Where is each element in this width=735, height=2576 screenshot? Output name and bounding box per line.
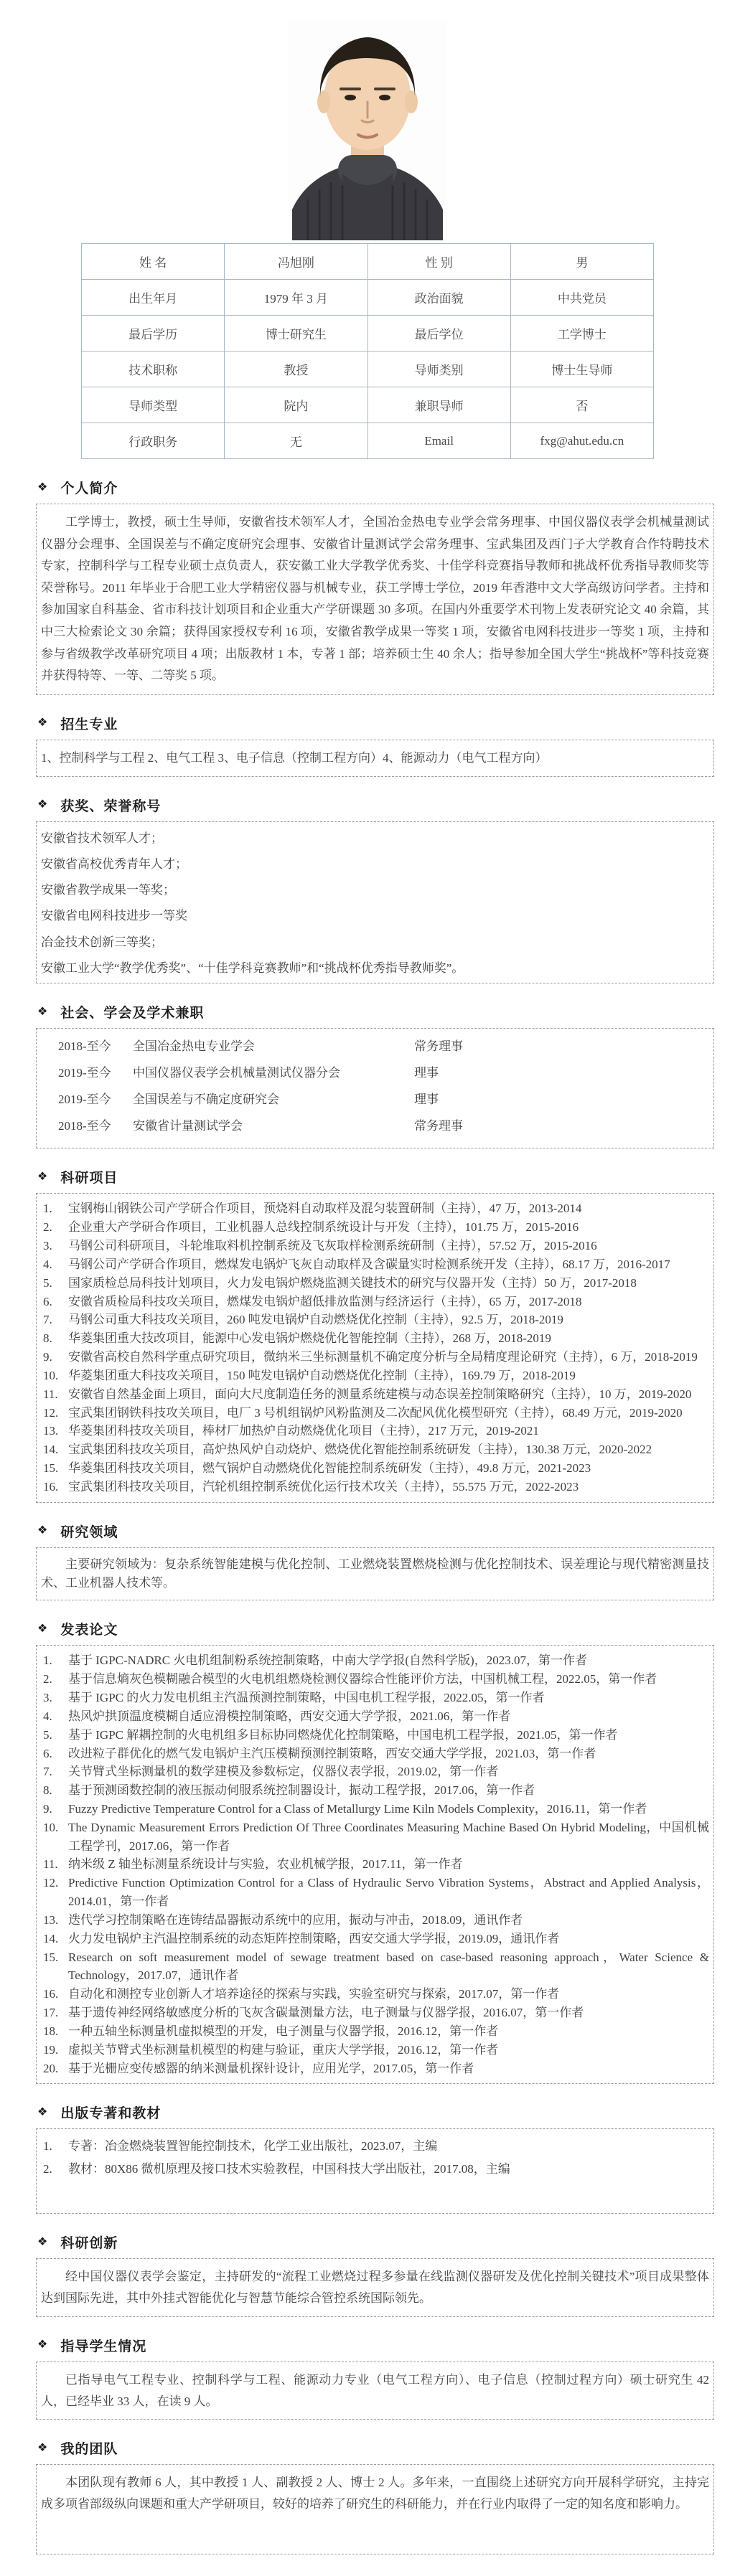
diamond-bullet-icon: ❖ [37,2339,48,2351]
info-value: 男 [510,244,653,280]
membership-row [41,1092,709,1108]
info-label: 导师类别 [368,352,510,387]
info-table-row [82,244,654,280]
info-table-row [82,280,654,316]
faculty-profile-page [0,22,735,2576]
list-item: 安徽省质检局科技攻关项目，燃煤发电锅炉超低排放监测与经济运行（主持），65 万，2017-2018 [68,1294,582,1308]
award-line: 安徽省电网科技进步一等奖 [41,909,187,923]
list-item: 基于预测函数控制的液压振动伺服系统控制器设计，振动工程学报，2017.06，第一作者 [68,1783,535,1798]
list-item: 华菱集团重大科技攻关项目，150 吨发电锅炉自动燃烧优化控制（主持），169.79 万，2018-2019 [68,1368,576,1382]
award-line: 安徽省教学成果一等奖； [41,883,175,897]
diamond-bullet-icon: ❖ [37,1170,48,1183]
section-paragraph: 工学博士，教授，硕士生导师，安徽省技术领军人才，全国冶金热电专业学会常务理事、中国仪器仪表学会机械量测试仪器分会理事、全国误差与不确定度研究会理事、安徽省计量测试学会常务理事、宝武集团及西门子大学教育合作特聘技术专家，控制科学与工程专业硕士点负责人，获安徽工业大学教学优秀奖、十佳学科竞赛指导教师和挑战杯优秀指导教师奖等荣誉称号。2011 年毕业于合肥工业大学精密仪器与机械专业，获工学博士学位，2019 年香港中文大学高级访问学者。主持和参加国家自科基金、省市科技计划项目和企业重大产学研课题 30 多项。在国内外重要学术刊物上发表研究论文 40 余篇，其中三大检索论文 30 余篇；获得国家授权专利 16 项，安徽省教学成果一等奖 1 项，安徽省电网科技进步一等奖 1 项，主持和参与省级教学改革研究项目 4 项；出版教材 1 本，专著 1 部；培养硕士生 40 余人；指导参加全国大学生“挑战杯”等科技竞赛并获得特等、一等、二等奖 5 项。 [41,515,709,683]
section-research-fields [0,1521,735,1601]
profile-photo [288,22,447,240]
numbered-list [41,1199,709,1496]
section-content-box [36,1193,714,1502]
diamond-bullet-icon: ❖ [37,1524,48,1537]
section-content-box [36,2464,714,2554]
info-value: 否 [510,387,653,423]
section-projects [0,1167,735,1502]
diamond-bullet-icon: ❖ [37,2235,48,2248]
section-memberships [0,1002,735,1148]
section-content-box [36,504,714,695]
section-paragraph: 已指导电气工程专业、控制科学与工程、能源动力专业（电气工程方向）、电子信息（控制过程方向）硕士研究生 42 人，已经毕业 33 人，在读 9 人。 [41,2372,709,2408]
membership-period: 2018-至今 [58,1039,111,1054]
section-publications [0,1619,735,2084]
list-item: Predictive Function Optimization Control for a Class of Hydraulic Servo Vibration Systems，Abstract and Applied Analysis，2014.01，第一作者 [68,1876,709,1909]
award-line: 冶金技术创新三等奖； [41,935,163,949]
section-content-box [36,1547,714,1601]
section-innovation [0,2232,735,2317]
section-title: 我的团队 [60,2442,118,2458]
info-label: 姓 名 [82,244,225,280]
list-item: 安徽省高校自然科学重点研究项目，微纳米三坐标测量机不确定度分析与全局精度理论研究（主持），6 万，2018-2019 [68,1350,698,1364]
award-line: 安徽省高校优秀青年人才； [41,857,187,871]
section-title: 研究领域 [60,1524,118,1540]
info-table-row [82,387,654,423]
section-title: 社会、学会及学术兼职 [60,1006,205,1022]
info-label: Email [368,423,510,459]
portrait-image [288,22,447,240]
bottom-whitespace [0,2554,735,2576]
list-item: 教材：80X86 微机原理及接口技术实验教程，中国科技大学出版社，2017.08，主编 [68,2161,510,2176]
list-item: 基于 IGPC 解耦控制的火电机组多目标协同燃烧优化控制策略，中国电机工程学报，2021.05，第一作者 [68,1727,618,1742]
section-header [37,1521,735,1541]
membership-row [41,1039,709,1055]
basic-info-table [81,243,654,459]
section-title: 招生专业 [60,717,118,732]
section-header [37,714,735,733]
info-label: 技术职称 [82,352,225,387]
list-item: 华菱集团科技攻关项目，燃气锅炉自动燃烧优化智能控制系统研发（主持），49.8 万元，2021-2023 [68,1461,591,1476]
list-item: The Dynamic Measurement Errors Prediction Of Three Coordinates Measuring Machine Based On Hybrid Modeling，中国机械工程学刊，2017.06，第一作者 [68,1820,709,1853]
membership-row [41,1065,709,1081]
section-header [37,2438,735,2458]
section-header [37,796,735,815]
section-header [37,2232,735,2252]
membership-period: 2018-至今 [58,1119,111,1133]
section-title: 科研创新 [60,2236,118,2252]
section-students [0,2336,735,2420]
membership-role: 理事 [414,1066,439,1080]
section-paragraph: 主要研究领域为：复杂系统智能建模与优化控制、工业燃烧装置燃烧检测与优化控制技术、误差理论与现代精密测量技术、工业机器人技术等。 [41,1557,709,1590]
section-title: 获奖、荣誉称号 [60,798,161,814]
info-table-row [82,316,654,352]
membership-organization: 中国仪器仪表学会机械量测试仪器分会 [133,1066,340,1080]
section-header [37,2103,735,2122]
info-value: fxg@ahut.edu.cn [510,423,653,459]
info-value: 1979 年 3 月 [225,280,368,316]
list-item: 虚拟关节臂式坐标测量机模型的构建与验证，重庆大学学报，2016.12，第一作者 [68,2042,499,2057]
section-title: 出版专著和教材 [60,2106,161,2122]
membership-period: 2019-至今 [58,1093,111,1107]
list-item: 自动化和测控专业创新人才培养途径的探索与实践，实验室研究与探索，2017.07，第一作者 [68,1987,560,2001]
section-paragraph: 本团队现有教师 6 人，其中教授 1 人、副教授 2 人、博士 2 人。多年来，一直围绕上述研究方向开展科学研究，主持完成多项省部级纵向课题和重大产学研项目，较好的培养了研究生的科研能力，并在行业内取得了一定的知名度和影响力。 [41,2476,709,2511]
sections-container [0,478,735,2554]
membership-organization: 全国冶金热电专业学会 [133,1039,255,1054]
list-item: 安徽省自然基金面上项目，面向大尺度制造任务的测量系统建模与动态误差控制策略研究（主持），10 万，2019-2020 [68,1387,692,1401]
list-item: 宝武集团科技攻关项目，高炉热风炉自动烧炉、燃烧优化智能控制系统研发（主持），130.38 万元，2020-2022 [68,1443,652,1457]
section-header [37,1002,735,1022]
info-label: 最后学位 [368,316,510,352]
info-value: 博士生导师 [510,352,653,387]
section-enrollment [0,714,735,777]
section-paragraph: 经中国仪器仪表学会鉴定，主持研发的“流程工业燃烧过程多参量在线监测仪器研发及优化控制关键技术”项目成果整体达到国际先进，其中外挂式智能优化与智慧节能综合管控系统国际领先。 [41,2270,709,2306]
list-item: 火力发电锅炉主汽温控制系统的动态矩阵控制策略，西安交通大学学报，2019.09，通讯作者 [68,1931,560,1945]
section-paragraph: 1、控制科学与工程 2、电气工程 3、电子信息（控制工程方向）4、能源动力（电气工程方向） [41,750,548,765]
info-value: 工学博士 [510,316,653,352]
list-item: 华菱集团重大技改项目，能源中心发电锅炉燃烧优化智能控制（主持），268 万，2018-2019 [68,1331,551,1346]
section-content-box [36,1645,714,2084]
info-label: 兼职导师 [368,387,510,423]
diamond-bullet-icon: ❖ [37,2105,48,2118]
list-item: 改进粒子群优化的燃气发电锅炉主汽压模糊预测控制策略，西安交通大学学报，2021.03，第一作者 [68,1746,596,1760]
list-item: 一种五轴坐标测量机虚拟模型的开发，电子测量与仪器学报，2016.12，第一作者 [68,2024,499,2038]
section-title: 发表论文 [60,1623,118,1638]
list-item: 国家质检总局科技计划项目，火力发电锅炉燃烧监测关键技术的研究与仪器开发（主持）50 万，2017-2018 [68,1275,637,1290]
section-header [37,1619,735,1638]
membership-role: 常务理事 [414,1119,463,1133]
section-content-box [36,1028,714,1148]
section-header [37,478,735,497]
section-team [0,2438,735,2554]
numbered-list [41,1651,709,2077]
diamond-bullet-icon: ❖ [37,798,48,811]
section-content-box [36,2258,714,2317]
list-item: 迭代学习控制策略在连铸结晶器振动系统中的应用，振动与冲击，2018.09，通讯作者 [68,1912,523,1927]
membership-row [41,1118,709,1134]
list-item: 基于 IGPC-NADRC 火电机组制粉系统控制策略，中南大学学报(自然科学版)，2023.07，第一作者 [68,1653,587,1668]
info-label: 政治面貌 [368,280,510,316]
section-awards [0,796,735,984]
list-item: 基于光栅应变传感器的纳米测量机探针设计，应用光学，2017.05，第一作者 [68,2061,474,2075]
list-item: 基于信息熵灰色模糊融合模型的火电机组燃烧检测仪器综合性能评价方法，中国机械工程，2022.05，第一作者 [68,1672,657,1686]
list-item: Fuzzy Predictive Temperature Control for a Class of Metallurgy Lime Kiln Models Complexity，2016.11，第一作者 [68,1801,647,1816]
section-title: 个人简介 [60,481,118,496]
membership-period: 2019-至今 [58,1066,111,1080]
section-content-box [36,740,714,777]
list-item: 企业重大产学研合作项目，工业机器人总线控制系统设计与开发（主持），101.75 万，2015-2016 [68,1220,579,1235]
list-item: Research on soft measurement model of sewage treatment based on case-based reasoning approach，Water Science & Technology，2017.07，通讯作者 [68,1950,709,1983]
section-content-box [36,2362,714,2420]
info-label: 导师类型 [82,387,225,423]
diamond-bullet-icon: ❖ [37,481,48,494]
list-item: 热风炉拱顶温度模糊自适应滑模控制策略，西安交通大学学报，2021.06，第一作者 [68,1709,511,1723]
list-item: 基于遗传神经网络敏感度分析的飞灰含碳量测量方法，电子测量与仪器学报，2016.07，第一作者 [68,2006,584,2020]
membership-organization: 安徽省计量测试学会 [133,1119,243,1133]
membership-role: 理事 [414,1093,439,1107]
numbered-list [41,2135,709,2180]
section-books [0,2103,735,2214]
list-item: 马钢公司科研项目，斗轮堆取料机控制系统及飞灰取样检测系统研制（主持），57.52 万，2015-2016 [68,1239,597,1253]
section-profile [0,478,735,695]
list-item: 纳米级 Z 轴坐标测量系统设计与实验，农业机械学报，2017.11，第一作者 [68,1857,463,1872]
membership-organization: 全国误差与不确定度研究会 [133,1093,279,1107]
section-header [37,1167,735,1186]
list-item: 关节臂式坐标测量机的数学建模及参数标定，仪器仪表学报，2019.02，第一作者 [68,1765,499,1779]
award-line: 安徽省技术领军人才； [41,831,163,845]
info-label: 性 别 [368,244,510,280]
info-value: 中共党员 [510,280,653,316]
award-line: 安徽工业大学“教学优秀奖”、“十佳学科竞赛教师”和“挑战杯优秀指导教师奖”。 [41,961,464,975]
info-value: 院内 [225,387,368,423]
info-value: 无 [225,423,368,459]
info-value: 冯旭刚 [225,244,368,280]
info-table-row [82,423,654,459]
list-item: 马钢公司产学研合作项目，燃煤发电锅炉飞灰自动取样及含碳量实时检测系统开发（主持），68.17 万，2016-2017 [68,1257,670,1271]
info-value: 教授 [225,352,368,387]
section-title: 指导学生情况 [60,2339,147,2354]
diamond-bullet-icon: ❖ [37,717,48,730]
list-item: 专著：冶金燃烧装置智能控制技术，化学工业出版社，2023.07，主编 [68,2139,438,2153]
list-item: 马钢公司重大科技攻关项目，260 吨发电锅炉自动燃烧优化控制（主持），92.5 万，2018-2019 [68,1313,563,1327]
info-label: 行政职务 [82,423,225,459]
list-item: 宝钢梅山钢铁公司产学研合作项目，预烧料自动取样及混匀装置研制（主持），47 万，2013-2014 [68,1202,582,1216]
info-value: 博士研究生 [225,316,368,352]
info-table-row [82,352,654,387]
diamond-bullet-icon: ❖ [37,1005,48,1018]
info-label: 出生年月 [82,280,225,316]
section-title: 科研项目 [60,1171,118,1186]
diamond-bullet-icon: ❖ [37,2441,48,2454]
membership-role: 常务理事 [414,1039,463,1054]
list-item: 基于 IGPC 的火力发电机组主汽温预测控制策略，中国电机工程学报，2022.05，第一作者 [68,1691,545,1705]
section-content-box [36,2128,714,2214]
list-item: 宝武集团科技攻关项目，汽轮机组控制系统优化运行技术攻关（主持），55.575 万元，2022-2023 [68,1479,579,1494]
list-item: 华菱集团科技攻关项目，棒材厂加热炉自动燃烧优化项目（主持），217 万元，2019-2021 [68,1424,539,1438]
list-item: 宝武集团钢铁科技攻关项目，电厂 3 号机组锅炉风粉监测及二次配风优化模型研究（主持），68.49 万元，2019-2020 [68,1405,683,1420]
section-content-box [36,821,714,984]
diamond-bullet-icon: ❖ [37,1622,48,1635]
info-label: 最后学历 [82,316,225,352]
section-header [37,2336,735,2355]
